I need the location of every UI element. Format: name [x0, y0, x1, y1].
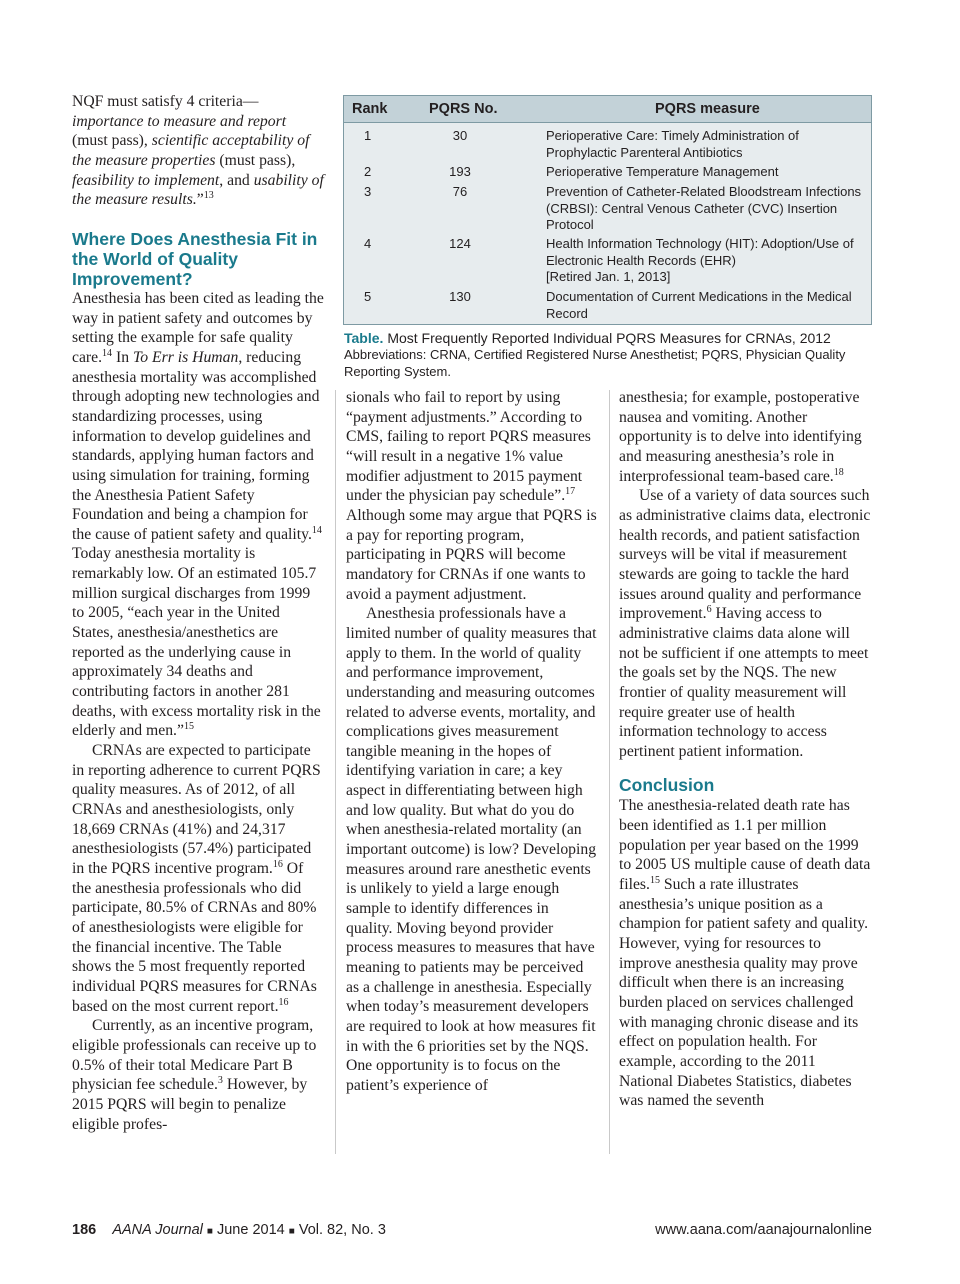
table-header-cell: Rank [352, 101, 388, 117]
text-run: The anesthesia-related death rate has been identified as 1.1 per million population per year based on the 1999 to 2005 US multiple cause of death data files. [619, 797, 871, 894]
text-run: Having access to administrative claims data alone will not be sufficient if one attempts to meet the goals set by the NQS. The new frontier of quality measurement will require greater use of health information technology to access pertinent patient information. [619, 605, 869, 760]
table-cell-number: 30 [452, 128, 468, 143]
caption-label: Table. [344, 330, 384, 346]
table-caption [344, 329, 874, 380]
text-run-italic: usability of the measure results. [72, 171, 324, 209]
caption-title-line [344, 329, 874, 347]
separator-glyph: ■ [288, 1226, 295, 1237]
paragraph [619, 796, 871, 1111]
table-header-cell: PQRS measure [655, 101, 760, 117]
text-run: ” [196, 191, 204, 209]
page-footer [72, 1222, 872, 1242]
column-1 [72, 92, 324, 1134]
text-run: sionals who fail to report by using “payment adjustments.” According to CMS, failing to report PQRS measures “will result in a negative 1% value modifier adjustment to 2015 payment under the physician pay schedule”. [346, 389, 591, 505]
text-run: anesthesia; for example, postoperative nausea and vomiting. Another opportunity is to delve into identifying and measuring anesthesia’s role in interprofessional team-based care. [619, 389, 862, 485]
pqrs-table [343, 95, 872, 325]
paragraph [619, 388, 871, 486]
volume-issue: Vol. 82, No. 3 [298, 1222, 386, 1238]
text-run: CRNAs are expected to participate in reporting adherence to current PQRS quality measures. As of 2012, of all CRNAs and anesthesiologists, only 18,669 CRNAs (41%) and 24,317 anesthesiologists (57.4%) participated in the PQRS incentive program. [72, 742, 321, 877]
text-run: Such a rate illustrates anesthesia’s unique position as a champion for patient safety and quality. However, vying for resources to improve anesthesia quality may prove difficult when there is an increasing burden placed on services challenged with managing chronic disease and its effect on population health. For example, according to the 2011 National Diabetes Statistics, diabetes was named the seventh [619, 876, 869, 1110]
paragraph [619, 486, 871, 761]
table-cell-number: 76 [452, 184, 468, 199]
citation-ref: 6 [706, 604, 712, 616]
paragraph [72, 1016, 324, 1134]
paragraph [72, 289, 324, 741]
column-3 [619, 388, 871, 1111]
citation-ref: 14 [311, 524, 322, 536]
column-divider [609, 390, 610, 1154]
column-divider [335, 390, 336, 1154]
text-run-italic: To Err is Human [132, 348, 239, 366]
text-run: Of the anesthesia professionals who did participate, 80.5% of CRNAs and 80% of anesthesiologists were eligible for the financial incentive. The Table shows the 5 most frequently reported individual PQRS measures for CRNAs based on the most current report. [72, 859, 317, 1015]
citation-ref: 16 [278, 996, 289, 1008]
table-cell-measure: Documentation of Current Medications in the Medical Record [546, 289, 852, 321]
table-cell-rank: 3 [364, 184, 372, 199]
measure-text: Health Information Technology (HIT): Adoption/Use of Electronic Health Records (EHR) [546, 236, 854, 268]
citation-ref: 16 [272, 858, 283, 870]
table-cell-rank: 2 [364, 164, 372, 179]
text-run: In [112, 348, 133, 366]
page-number: 186 [72, 1222, 97, 1238]
text-run: (must pass), [215, 151, 296, 169]
table-cell-rank: 5 [364, 289, 372, 304]
table-cell-measure: Perioperative Temperature Management [546, 164, 779, 179]
citation-ref: 14 [102, 347, 113, 359]
text-run: Although some may argue that PQRS is a pay for reporting program, participating in PQRS will become mandatory for CRNAs if one wants to avoid a payment adjustment. [346, 506, 597, 603]
citation-ref: 18 [833, 466, 844, 478]
table-cell-measure: Perioperative Care: Timely Administration of Prophylactic Parenteral Antibiotics [546, 128, 799, 160]
journal-url: www.aana.com/aanajournalonline [655, 1222, 872, 1238]
text-run: , and [219, 171, 254, 189]
citation-ref: 13 [203, 190, 214, 202]
text-run: Use of a variety of data sources such as administrative claims data, electronic health records, and patient satisfaction surveys will be vital if measurement stewards are going to tackle the hard issues around quality and performance improvement. [619, 487, 871, 623]
text-run: Anesthesia has been cited as leading the way in patient safety and outcomes by setting the example for safe quality care. [72, 289, 324, 366]
journal-name: AANA Journal [112, 1222, 203, 1238]
citation-ref: 17 [565, 486, 576, 498]
caption-title: Most Frequently Reported Individual PQRS Measures for CRNAs, 2012 [387, 330, 831, 346]
text-run-italic: importance to measure and report [72, 112, 287, 130]
table-cell-rank: 4 [364, 236, 372, 251]
table-cell-rank: 1 [364, 128, 372, 143]
text-run-italic: scientific acceptability of the measure properties [72, 132, 310, 169]
column-2 [346, 388, 598, 1096]
citation-ref: 3 [217, 1075, 223, 1087]
paragraph [346, 388, 598, 604]
table-cell-measure: Prevention of Catheter-Related Bloodstream Infections (CRBSI): Central Venous Catheter (CVC) Insertion Protocol [546, 184, 862, 232]
text-run: Currently, as an incentive program, eligible professionals can receive up to 0.5% of their total Medicare Part B physician fee schedule. [72, 1017, 317, 1094]
table-header-cell: PQRS No. [429, 101, 498, 117]
section-heading: Where Does Anesthesia Fit in the World of Quality Improvement? [72, 228, 318, 289]
separator-glyph: ■ [206, 1226, 213, 1237]
section-heading: Conclusion [619, 775, 715, 796]
text-run: NQF must satisfy 4 criteria— [72, 93, 259, 110]
text-run: , reducing anesthesia mortality was accomplished through adopting new technologies and standardizing processes, using information to develop guidelines and standards, applying human factors and using simulation for training, forming the Anesthesia Patient Safety Foundation and being a champion for the cause of patient safety and quality. [72, 348, 320, 543]
table-header-row [344, 96, 871, 123]
table-cell-number: 130 [449, 289, 471, 304]
paragraph [72, 741, 324, 1016]
text-run-italic: feasibility to implement [72, 171, 220, 189]
citation-ref: 15 [649, 875, 660, 887]
issue-date: June 2014 [216, 1222, 285, 1238]
text-run: However, by 2015 PQRS will begin to penalize eligible profes- [72, 1076, 308, 1133]
text-run: (must pass), [72, 132, 152, 150]
text-run: Today anesthesia mortality is remarkably low. Of an estimated 105.7 million surgical discharges from 1999 to 2005, “each year in the United States, anesthesia/anesthetics are reported as the underlying cause in approximately 34 deaths and contributing factors in another 281 deaths, with excess mortality risk in the elderly and men.” [72, 545, 321, 740]
table-cell-number: 193 [449, 164, 471, 179]
paragraph: Anesthesia professionals have a limited number of quality measures that apply to them. In the world of quality and performance improvement, understanding and measuring outcomes related to adverse events, mortality, and complications gives measurement tangible meaning in the hopes of identifying variation in care; a key aspect in differentiating between high and low quality. But what do you do when anesthesia-related mortality (an important outcome) is low? Developing measures around rare anesthetic events is unlikely to yield a large enough sample to identify differences in quality. Moving beyond provider process measures to measures that have meaning to patients may be perceived as a challenge in anesthesia. Especially when today’s measurement developers are required to look at how measures fit in with the 6 priorities set by the NQS. One opportunity is to focus on the patient’s experience of [346, 605, 597, 1094]
caption-abbreviations: Abbreviations: CRNA, Certified Registered Nurse Anesthetist; PQRS, Physician Quality Reporting System. [344, 347, 846, 379]
retired-note: [Retired Jan. 1, 2013] [546, 269, 671, 284]
paragraph [72, 92, 324, 210]
table-cell-number: 124 [449, 236, 471, 251]
citation-ref: 15 [183, 721, 194, 733]
table-cell-measure [546, 236, 868, 286]
